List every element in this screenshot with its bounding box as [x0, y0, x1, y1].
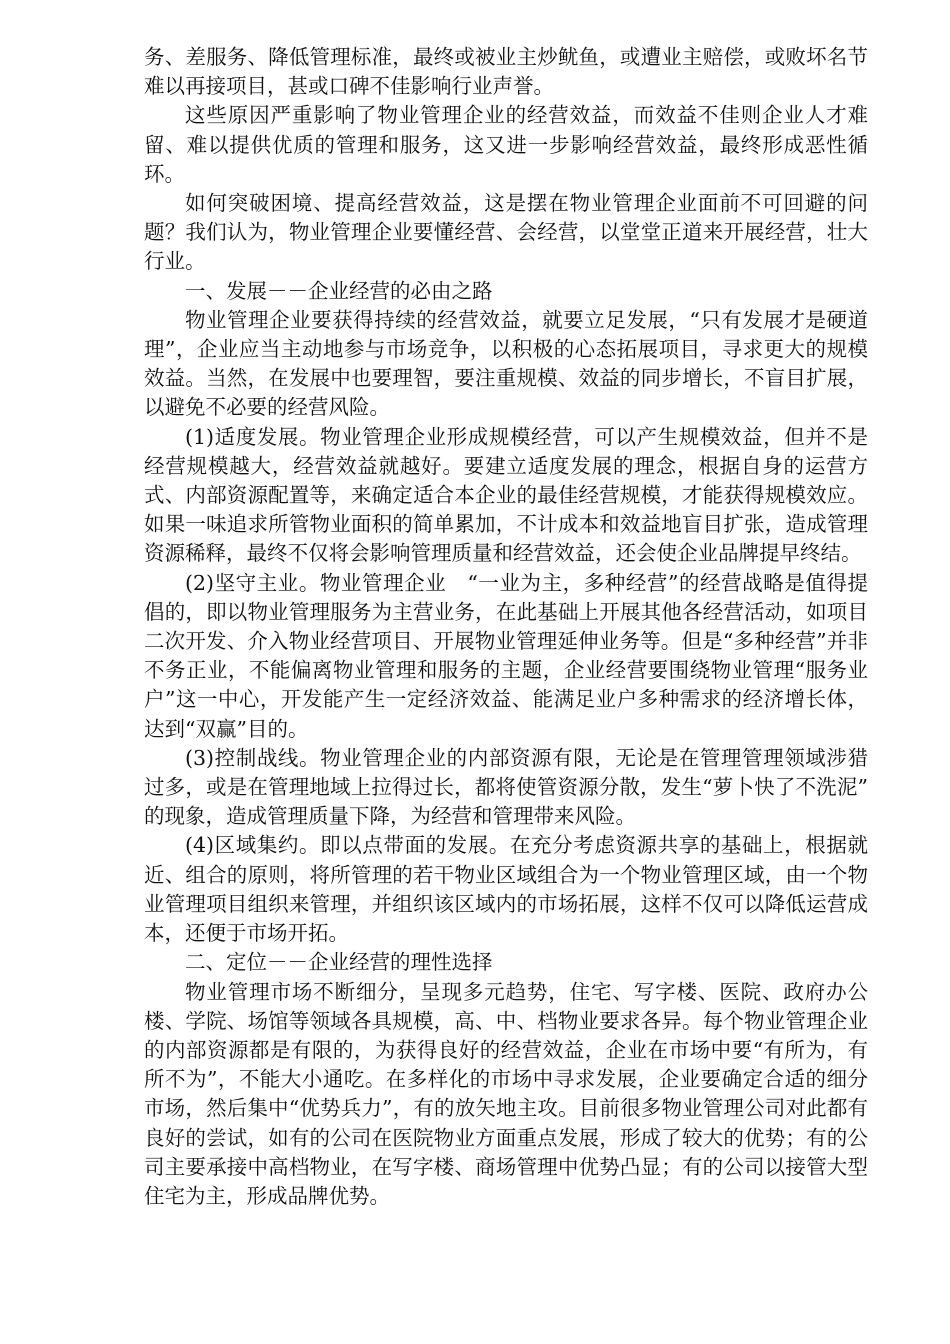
paragraph-1: 务、差服务、降低管理标准，最终或被业主炒鱿鱼，或遭业主赔偿，或败坏名节难以再接项目，甚或口碑不佳影响行业声誉。	[144, 45, 868, 99]
paragraph-control-front: (3)控制战线。物业管理企业的内部资源有限，无论是在管理管理领域涉猎过多，或是在管理地域上拉得过长，都将使管资源分散，发生“萝卜快了不洗泥” 的现象，造成管理质量下降，为经营和管理带来风险。	[144, 745, 889, 829]
paragraph-main-business: (2)坚守主业。物业管理企业 “一业为主，多种经营”的经营战略是值得提倡的，即以物业管理服务为主营业务，在此基础上开展其他各经营活动，如项目二次开发、介入物业经营项目、开展物业管理延伸业务等。但是“多种经营”并非不务正业，不能偏离物业管理和服务的主题，企业经营要围绕物业管理“服务业户”这一中心，开发能产生一定经济效益、能满足业户多种需求的经济增长体，达到“双赢”目的。	[144, 570, 868, 741]
document-page	[144, 43, 889, 1211]
section-heading-development: 一、发展－－企业经营的必由之路	[185, 278, 493, 303]
paragraph-2: 这些原因严重影响了物业管理企业的经营效益，而效益不佳则企业人才难留、难以提供优质的管理和服务，这又进一步影响经营效益，最终形成恶性循环。	[144, 103, 868, 186]
paragraph-moderate-development: (1)适度发展。物业管理企业形成规模经营，可以产生规模效益，但并不是经营规模越大，经营效益就越好。要建立适度发展的理念，根据自身的运营方式、内部资源配置等，来确定适合本企业的最佳经营规模，才能获得规模效应。如果一味追求所管物业面积的简单累加，不计成本和效益地盲目扩张，造成管理资源稀释，最终不仅将会影响管理质量和经营效益，还会使企业品牌提早终结。	[144, 424, 868, 566]
paragraph-positioning-body: 物业管理市场不断细分，呈现多元趋势，住宅、写字楼、医院、政府办公楼、学院、场馆等领域各具规模，高、中、档物业要求各异。每个物业管理企业的内部资源都是有限的，为获得良好的经营效益，企业在市场中要“有所为，有所不为”，不能大小通吃。在多样化的市场中寻求发展，企业要确定合适的细分市场，然后集中“优势兵力”，有的放矢地主攻。目前很多物业管理公司对此都有良好的尝试，如有的公司在医院物业方面重点发展，形成了较大的优势；有的公司主要承接中高档物业，在写字楼、商场管理中优势凸显；有的公司以接管大型住宅为主，形成品牌优势。	[144, 979, 868, 1208]
section-heading-positioning: 二、定位－－企业经营的理性选择	[185, 950, 493, 975]
paragraph-regional-intensive: (4)区域集约。即以点带面的发展。在充分考虑资源共享的基础上，根据就近、组合的原则，将所管理的若干物业区域组合为一个物业管理区域，由一个物业管理项目组织来管理，并组织该区域内的市场拓展，这样不仅可以降低运营成本，还便于市场开拓。	[144, 833, 868, 946]
paragraph-3: 如何突破困境、提高经营效益，这是摆在物业管理企业面前不可回避的问题？我们认为，物业管理企业要懂经营、会经营，以堂堂正道来开展经营，壮大行业。	[144, 191, 868, 274]
paragraph-development-intro: 物业管理企业要获得持续的经营效益，就要立足发展，“只有发展才是硬道理”，企业应当主动地参与市场竞争，以积极的心态拓展项目，寻求更大的规模效益。当然，在发展中也要理智，要注重规模、效益的同步增长，不盲目扩展，以避免不必要的经营风险。	[144, 307, 868, 420]
